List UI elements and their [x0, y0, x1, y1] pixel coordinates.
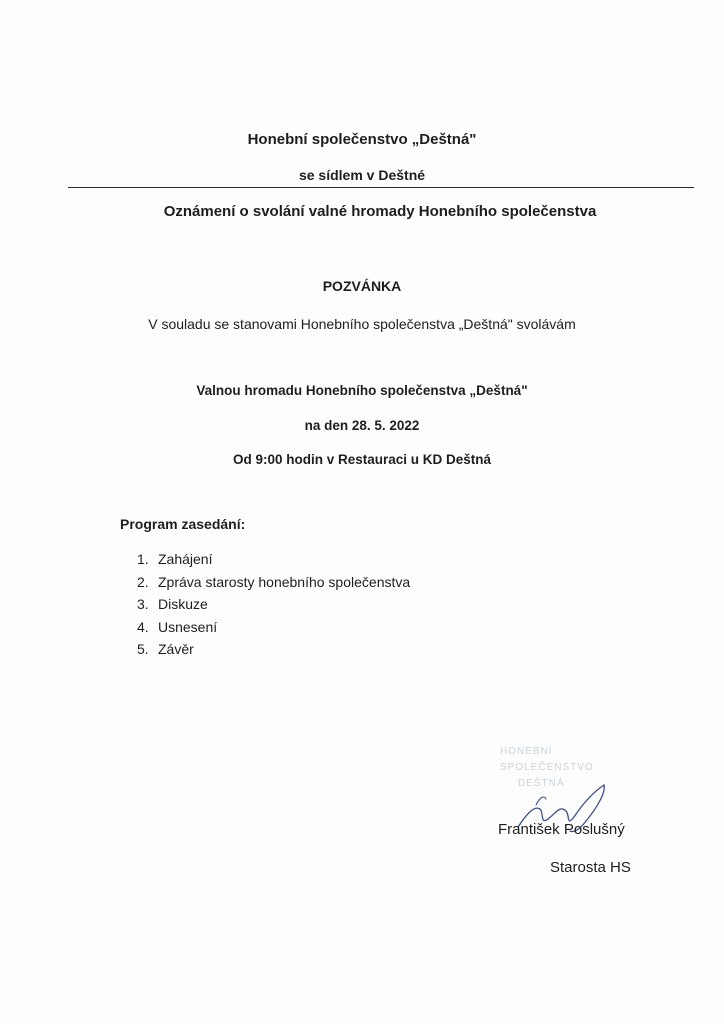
signer-role: Starosta HS — [550, 859, 631, 876]
list-item-number: 1. — [137, 551, 149, 567]
program-list — [137, 551, 410, 664]
signer-name: František Poslušný — [498, 821, 625, 838]
program-heading: Program zasedání: — [120, 516, 246, 532]
assembly-date: na den 28. 5. 2022 — [304, 418, 420, 433]
assembly-place: Od 9:00 hodin v Restauraci u KD Deštná — [232, 452, 492, 467]
stamp-line: HONEBNÍ SPOLEČENSTVO — [500, 746, 594, 773]
list-item — [137, 641, 410, 664]
list-item-number: 5. — [137, 641, 149, 657]
list-item-text: Usnesení — [158, 618, 218, 635]
assembly-name: Valnou hromadu Honebního společenstva „Deštná" — [196, 383, 528, 398]
organization-seat: se sídlem v Deštné — [298, 167, 426, 183]
list-item-number: 4. — [137, 618, 149, 635]
stamp-line: DEŠTNÁ — [518, 778, 565, 789]
list-item — [137, 596, 410, 619]
list-item — [137, 619, 410, 642]
notice-title: Oznámení o svolání valné hromady Honebního společenstva — [163, 203, 597, 220]
list-item-number: 3. — [137, 596, 149, 612]
list-item — [137, 574, 410, 597]
list-item-text: Zpráva starosty honebního společenstva — [158, 573, 411, 590]
list-item-text: Závěr — [158, 641, 194, 657]
list-item-text: Diskuze — [158, 596, 208, 612]
header-divider — [68, 187, 694, 188]
invitation-label: POZVÁNKA — [322, 278, 402, 294]
list-item-number: 2. — [137, 573, 149, 590]
list-item-text: Zahájení — [158, 551, 213, 567]
list-item — [137, 551, 410, 574]
intro-text: V souladu se stanovami Honebního společenstva „Deštná" svolávám — [148, 316, 576, 332]
organization-name: Honební společenstvo „Deštná" — [247, 131, 477, 148]
